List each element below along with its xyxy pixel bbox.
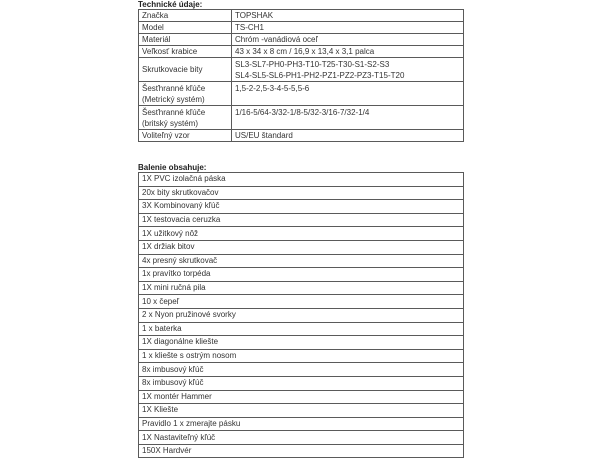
- spec-label-line: Voliteľný vzor: [142, 131, 190, 140]
- spec-label-line: Materiál: [142, 35, 171, 44]
- spec-value-line: SL3-SL7-PH0-PH3-T10-T25-T30-S1-S2-S3: [235, 60, 390, 69]
- list-item-text: 1x pravítko torpéda: [139, 268, 464, 282]
- spec-label-line: Značka: [142, 11, 169, 20]
- spec-row: [139, 58, 464, 82]
- spec-row: [139, 106, 464, 130]
- list-item-text: 3X Kombinovaný kľúč: [139, 200, 464, 214]
- spec-label: [139, 130, 232, 142]
- list-item: [139, 295, 464, 309]
- list-item: [139, 349, 464, 363]
- spec-label-line: Šesťhranné kľúče: [142, 83, 206, 93]
- list-item-text: 2 x Nyon pružinové svorky: [139, 308, 464, 322]
- list-item-text: 1X Nastaviteľný kľúč: [139, 431, 464, 445]
- list-item: [139, 336, 464, 350]
- list-item: [139, 444, 464, 458]
- list-item: [139, 376, 464, 390]
- spec-label-line: (Metrický systém): [142, 94, 205, 104]
- list-item-text: 150X Hardvér: [139, 444, 464, 458]
- spec-value: [232, 106, 464, 130]
- list-item-text: 1 x baterka: [139, 322, 464, 336]
- spec-value-line: 1/16-5/64-3/32-1/8-5/32-3/16-7/32-1/4: [235, 108, 370, 117]
- list-item-text: 8x imbusový kľúč: [139, 363, 464, 377]
- list-item: [139, 254, 464, 268]
- spec-value: [232, 82, 464, 106]
- spec-label-line: (britský systém): [142, 118, 198, 128]
- spec-label-line: Skrutkovacie bity: [142, 65, 203, 74]
- list-item-text: 1X mini ručná pila: [139, 281, 464, 295]
- spec-label: [139, 10, 232, 22]
- spec-value: [232, 10, 464, 22]
- spec-label: [139, 106, 232, 130]
- document-page: [138, 0, 464, 458]
- spec-value: [232, 46, 464, 58]
- list-item: [139, 404, 464, 418]
- spec-value: [232, 22, 464, 34]
- spec-row: [139, 34, 464, 46]
- spec-row: [139, 130, 464, 142]
- list-item-text: 4x presný skrutkovač: [139, 254, 464, 268]
- list-item: [139, 213, 464, 227]
- spec-row: [139, 22, 464, 34]
- contents-table: [138, 172, 464, 458]
- list-item-text: 1X užitkový nôž: [139, 227, 464, 241]
- list-item-text: 1X Kliešte: [139, 404, 464, 418]
- spec-value-line: Chróm -vanádiová oceľ: [235, 35, 318, 44]
- list-item-text: 20x bity skrutkovačov: [139, 186, 464, 200]
- list-item-text: 8x imbusový kľúč: [139, 376, 464, 390]
- spec-row: [139, 82, 464, 106]
- spec-label: [139, 46, 232, 58]
- spec-value: [232, 130, 464, 142]
- spec-label-line: Veľkosť krabice: [142, 47, 198, 56]
- specs-table: [138, 9, 464, 142]
- list-item: [139, 363, 464, 377]
- spec-label-line: Šesťhranné kľúče: [142, 107, 206, 117]
- list-item-text: 1X držiak bitov: [139, 240, 464, 254]
- list-item-text: 1X montér Hammer: [139, 390, 464, 404]
- spec-value-line: TS-CH1: [235, 23, 264, 32]
- list-item: [139, 173, 464, 187]
- spec-value-line: SL4-SL5-SL6-PH1-PH2-PZ1-PZ2-PZ3-T15-T20: [235, 71, 405, 80]
- spec-value: [232, 58, 464, 82]
- list-item: [139, 322, 464, 336]
- list-item-text: 1X testovacia ceruzka: [139, 213, 464, 227]
- list-item: [139, 431, 464, 445]
- spec-label-line: Model: [142, 23, 164, 32]
- list-item: [139, 308, 464, 322]
- spec-value-line: 43 x 34 x 8 cm / 16,9 x 13,4 x 3,1 palca: [235, 47, 375, 56]
- spec-label: [139, 58, 232, 82]
- spec-label: [139, 22, 232, 34]
- list-item: [139, 268, 464, 282]
- list-item: [139, 281, 464, 295]
- spec-row: [139, 46, 464, 58]
- spec-value-line: 1,5-2-2,5-3-4-5-5,5-6: [235, 84, 310, 93]
- contents-title: Balenie obsahuje:: [138, 163, 207, 172]
- list-item: [139, 417, 464, 431]
- spec-row: [139, 10, 464, 22]
- spec-value-line: TOPSHAK: [235, 11, 274, 20]
- spec-value: [232, 34, 464, 46]
- spec-value-line: US/EU štandard: [235, 131, 293, 140]
- section-gap: [138, 142, 464, 163]
- spec-label: [139, 34, 232, 46]
- list-item: [139, 200, 464, 214]
- list-item: [139, 186, 464, 200]
- list-item-text: Pravidlo 1 x zmerajte pásku: [139, 417, 464, 431]
- list-item-text: 1 x kliešte s ostrým nosom: [139, 349, 464, 363]
- list-item: [139, 240, 464, 254]
- list-item: [139, 390, 464, 404]
- list-item-text: 1X diagonálne kliešte: [139, 336, 464, 350]
- list-item: [139, 227, 464, 241]
- specs-title: Technické údaje:: [138, 0, 203, 9]
- list-item-text: 10 x čepeľ: [139, 295, 464, 309]
- spec-label: [139, 82, 232, 106]
- list-item-text: 1X PVC izolačná páska: [139, 173, 464, 187]
